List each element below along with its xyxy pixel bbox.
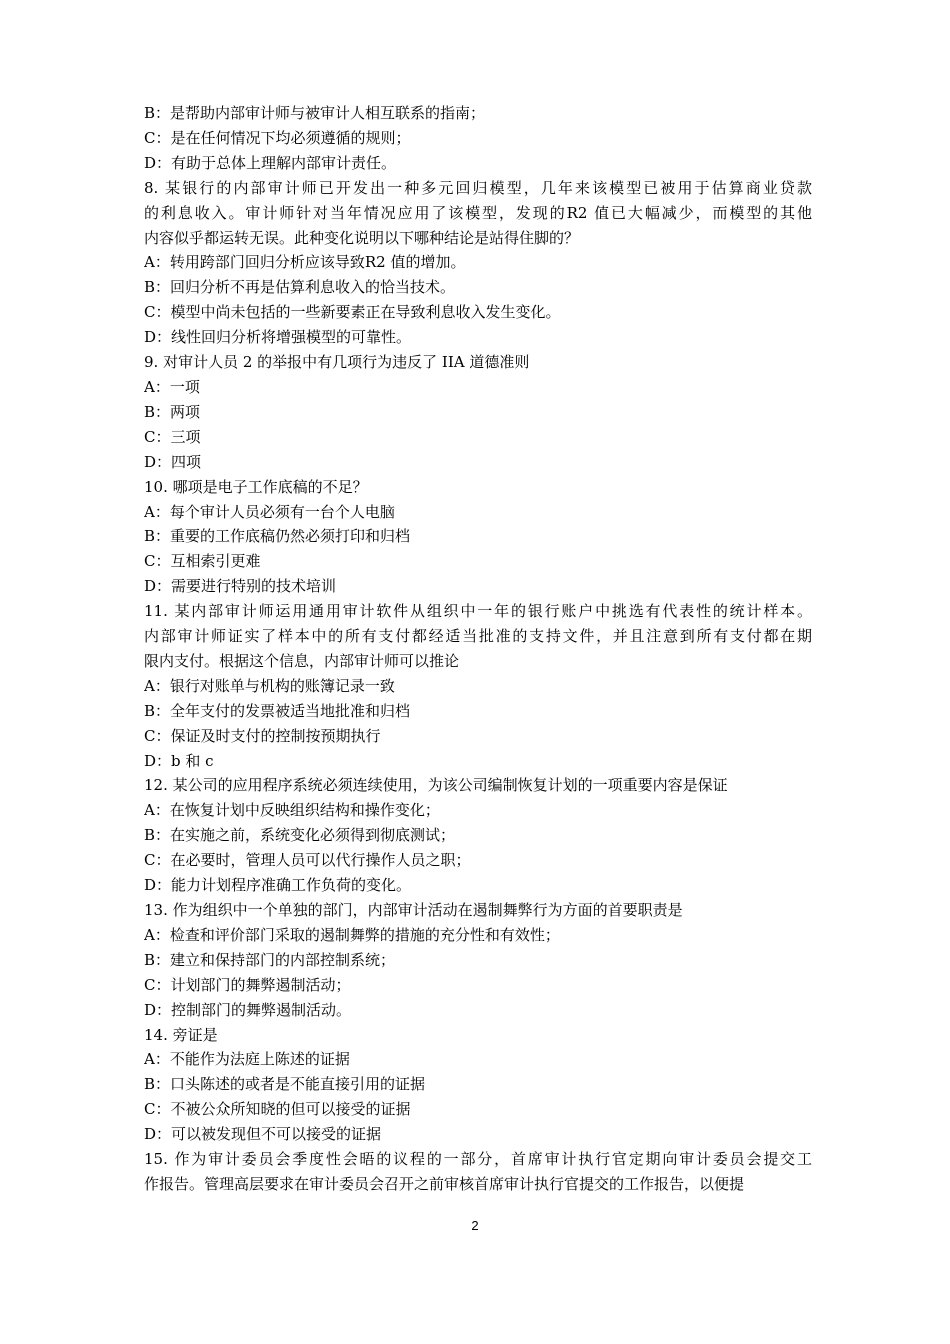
paragraph-line: 8. 某银行的内部审计师已开发出一种多元回归模型，几年来该模型已被用于估算商业贷款 [144,178,812,197]
text-line: C：保证及时支付的控制按预期执行 [144,726,381,745]
text-line: D：线性回归分析将增强模型的可靠性。 [144,328,412,347]
paragraph-line: 15. 作为审计委员会季度性会晤的议程的一部分，首席审计执行官定期向审计委员会提交工 [144,1150,812,1169]
text-line: C：是在任何情况下均必须遵循的规则； [144,128,411,147]
paragraph-line: 的利息收入。审计师针对当年情况应用了该模型，发现的R2 值已大幅减少，而模型的其他 [144,203,812,222]
text-line: D：可以被发现但不可以接受的证据 [144,1125,382,1144]
text-line: B：建立和保持部门的内部控制系统； [144,950,396,969]
text-line: B：回归分析不再是估算利息收入的恰当技术。 [144,278,456,297]
document-body [144,101,812,1197]
paragraph-line: 作报告。管理高层要求在审计委员会召开之前审核首席审计执行官提交的工作报告，以便提 [144,1174,745,1193]
question-paragraph [144,1147,812,1197]
text-line: C：模型中尚未包括的一些新要素正在导致利息收入发生变化。 [144,303,561,322]
text-line: B：口头陈述的或者是不能直接引用的证据 [144,1075,426,1094]
paragraph-line: 内容似乎都运转无误。此种变化说明以下哪种结论是站得住脚的？ [144,228,580,247]
text-line: B：在实施之前，系统变化必须得到彻底测试； [144,826,456,845]
text-line: A：检查和评价部门采取的遏制舞弊的措施的充分性和有效性； [144,925,560,944]
text-line: D：能力计划程序准确工作负荷的变化。 [144,876,412,895]
text-line: C：三项 [144,427,201,446]
text-line: B：全年支付的发票被适当地批准和归档 [144,701,411,720]
text-line: B：是帮助内部审计师与被审计人相互联系的指南； [144,104,486,122]
text-line: D：控制部门的舞弊遏制活动。 [144,1000,352,1019]
text-line: C：不被公众所知晓的但可以接受的证据 [144,1100,411,1119]
text-line: 9. 对审计人员 2 的举报中有几项行为违反了 IIA 道德准则 [144,353,530,372]
text-line: A：一项 [144,377,200,396]
text-line: D：四项 [144,452,202,471]
text-line: 10. 哪项是电子工作底稿的不足？ [144,477,368,496]
paragraph-line: 内部审计师证实了样本中的所有支付都经适当批准的支持文件，并且注意到所有支付都在期 [144,627,812,646]
text-line: D：需要进行特别的技术培训 [144,577,337,596]
question-paragraph [144,176,812,251]
page-number: 2 [471,1218,479,1233]
text-line: 14. 旁证是 [144,1025,218,1044]
text-line: C：互相索引更难 [144,552,261,571]
paragraph-line: 限内支付。根据这个信息，内部审计师可以推论 [144,651,460,670]
text-line: A：转用跨部门回归分析应该导致R2 值的增加。 [144,253,466,272]
text-line: D：b 和 c [144,751,214,770]
text-line: D：有助于总体上理解内部审计责任。 [144,153,397,172]
text-line: B：重要的工作底稿仍然必须打印和归档 [144,527,411,546]
text-line: 13. 作为组织中一个单独的部门，内部审计活动在遏制舞弊行为方面的首要职责是 [144,901,683,919]
text-line: A：每个审计人员必须有一台个人电脑 [144,502,395,521]
text-line: 12. 某公司的应用程序系统必须连续使用，为该公司编制恢复计划的一项重要内容是保证 [144,776,728,795]
text-line: A：在恢复计划中反映组织结构和操作变化； [144,801,440,820]
text-line: A：不能作为法庭上陈述的证据 [144,1050,350,1069]
text-line: A：银行对账单与机构的账簿记录一致 [144,676,395,695]
text-line: C：计划部门的舞弊遏制活动； [144,975,351,994]
question-paragraph [144,599,812,674]
text-line: C：在必要时，管理人员可以代行操作人员之职； [144,851,471,870]
text-line: B：两项 [144,402,201,421]
paragraph-line: 11. 某内部审计师运用通用审计软件从组织中一年的银行账户中挑选有代表性的统计样本。 [144,602,812,621]
